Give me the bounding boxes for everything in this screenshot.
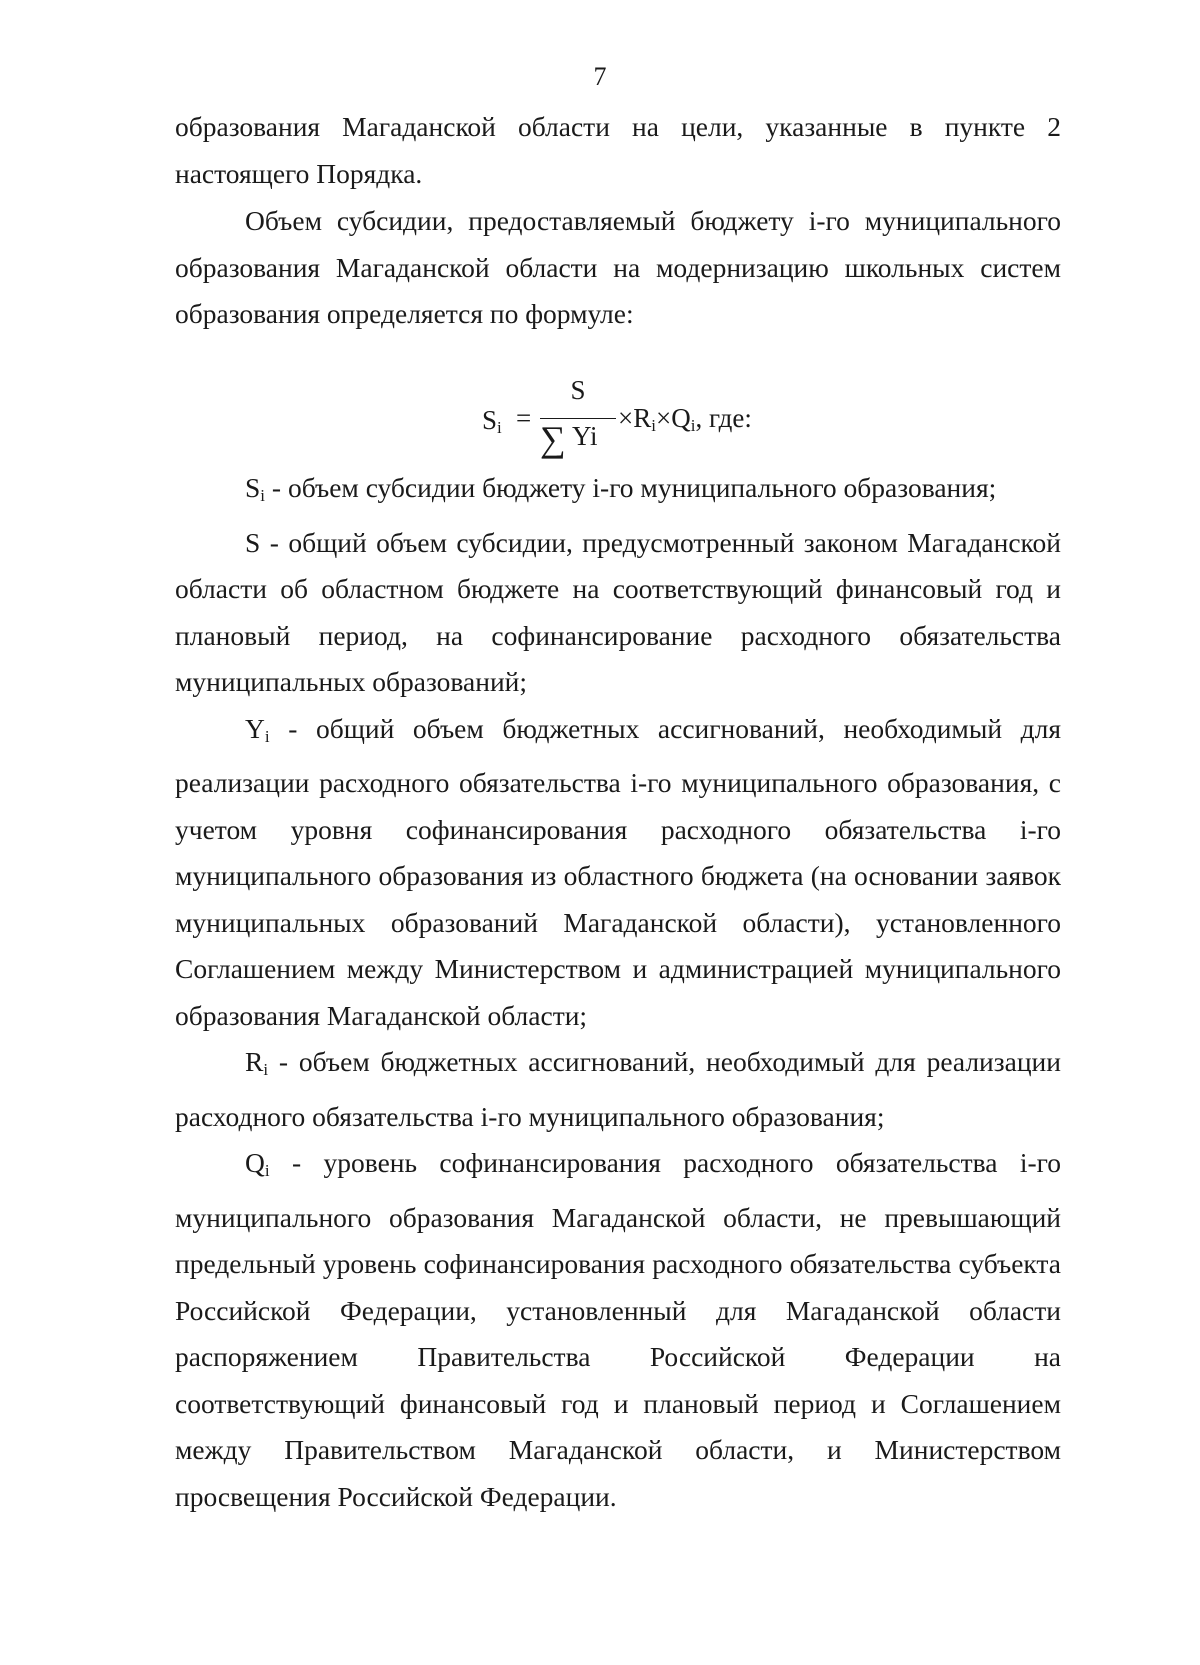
definition-ri: $R_i$ - объем бюджетных ассигнований, необходимый для реализации расходного обязательства i-го муниципального образования; <box>175 1046 1061 1132</box>
formula-equals: = <box>516 403 532 433</box>
page-number: 7 <box>593 62 607 91</box>
formula-numerator: S <box>570 375 586 405</box>
continuation-text: образования Магаданской области на цели, указанные в пункте 2 настоящего Порядка. <box>175 111 1061 189</box>
definition-si: $S_i$ - объем субсидии бюджету i-го муниципального образования; <box>245 472 997 505</box>
continuation-paragraph <box>175 104 1061 197</box>
formula-intro-text: Объем субсидии, предоставляемый бюджету i-го муниципального образования Магаданской области на модернизацию школьных систем образования определяется по формуле: <box>175 205 1061 329</box>
definition-yi: $Y_i$ - общий объем бюджетных ассигнований, необходимый для реализации расходного обязательства i-го муниципального образования, с учетом уровня софинансирования расходного обязательства i-го муниципального образования из областного бюджета (на основании заявок муниципальных образований Магаданской области), установленного Соглашением между Министерством и администрацией муниципального образования Магаданской области; <box>175 712 1061 1031</box>
definition-qi: $Q_i$ - уровень софинансирования расходного обязательства i-го муниципального образования Магаданской области, не превышающий предельный уровень софинансирования расходного обязательства субъекта Российской Федерации, установленный для Магаданской области распоряжением Правительства Российской Федерации на соответствующий финансовый год и плановый период и Соглашением между Правительством Магаданской области, и Министерством просвещения Российской Федерации. <box>175 1147 1061 1512</box>
sum-symbol: ∑ <box>540 419 566 459</box>
definition-s: S - общий объем субсидии, предусмотренный законом Магаданской области об областном бюджете на соответствующий финансовый год и плановый период, на софинансирование расходного обязательства муниципальных образований; <box>175 526 1061 697</box>
subsidy-formula <box>482 375 782 459</box>
formula-intro-paragraph <box>175 198 1061 338</box>
formula-fraction <box>540 375 616 459</box>
formula-rhs: $\times R_i\times Q_i$, где: <box>618 403 752 435</box>
formula-lhs: $S_i$ <box>482 405 502 437</box>
formula-denominator: Yi <box>572 421 598 451</box>
definitions-list <box>175 465 1061 1520</box>
